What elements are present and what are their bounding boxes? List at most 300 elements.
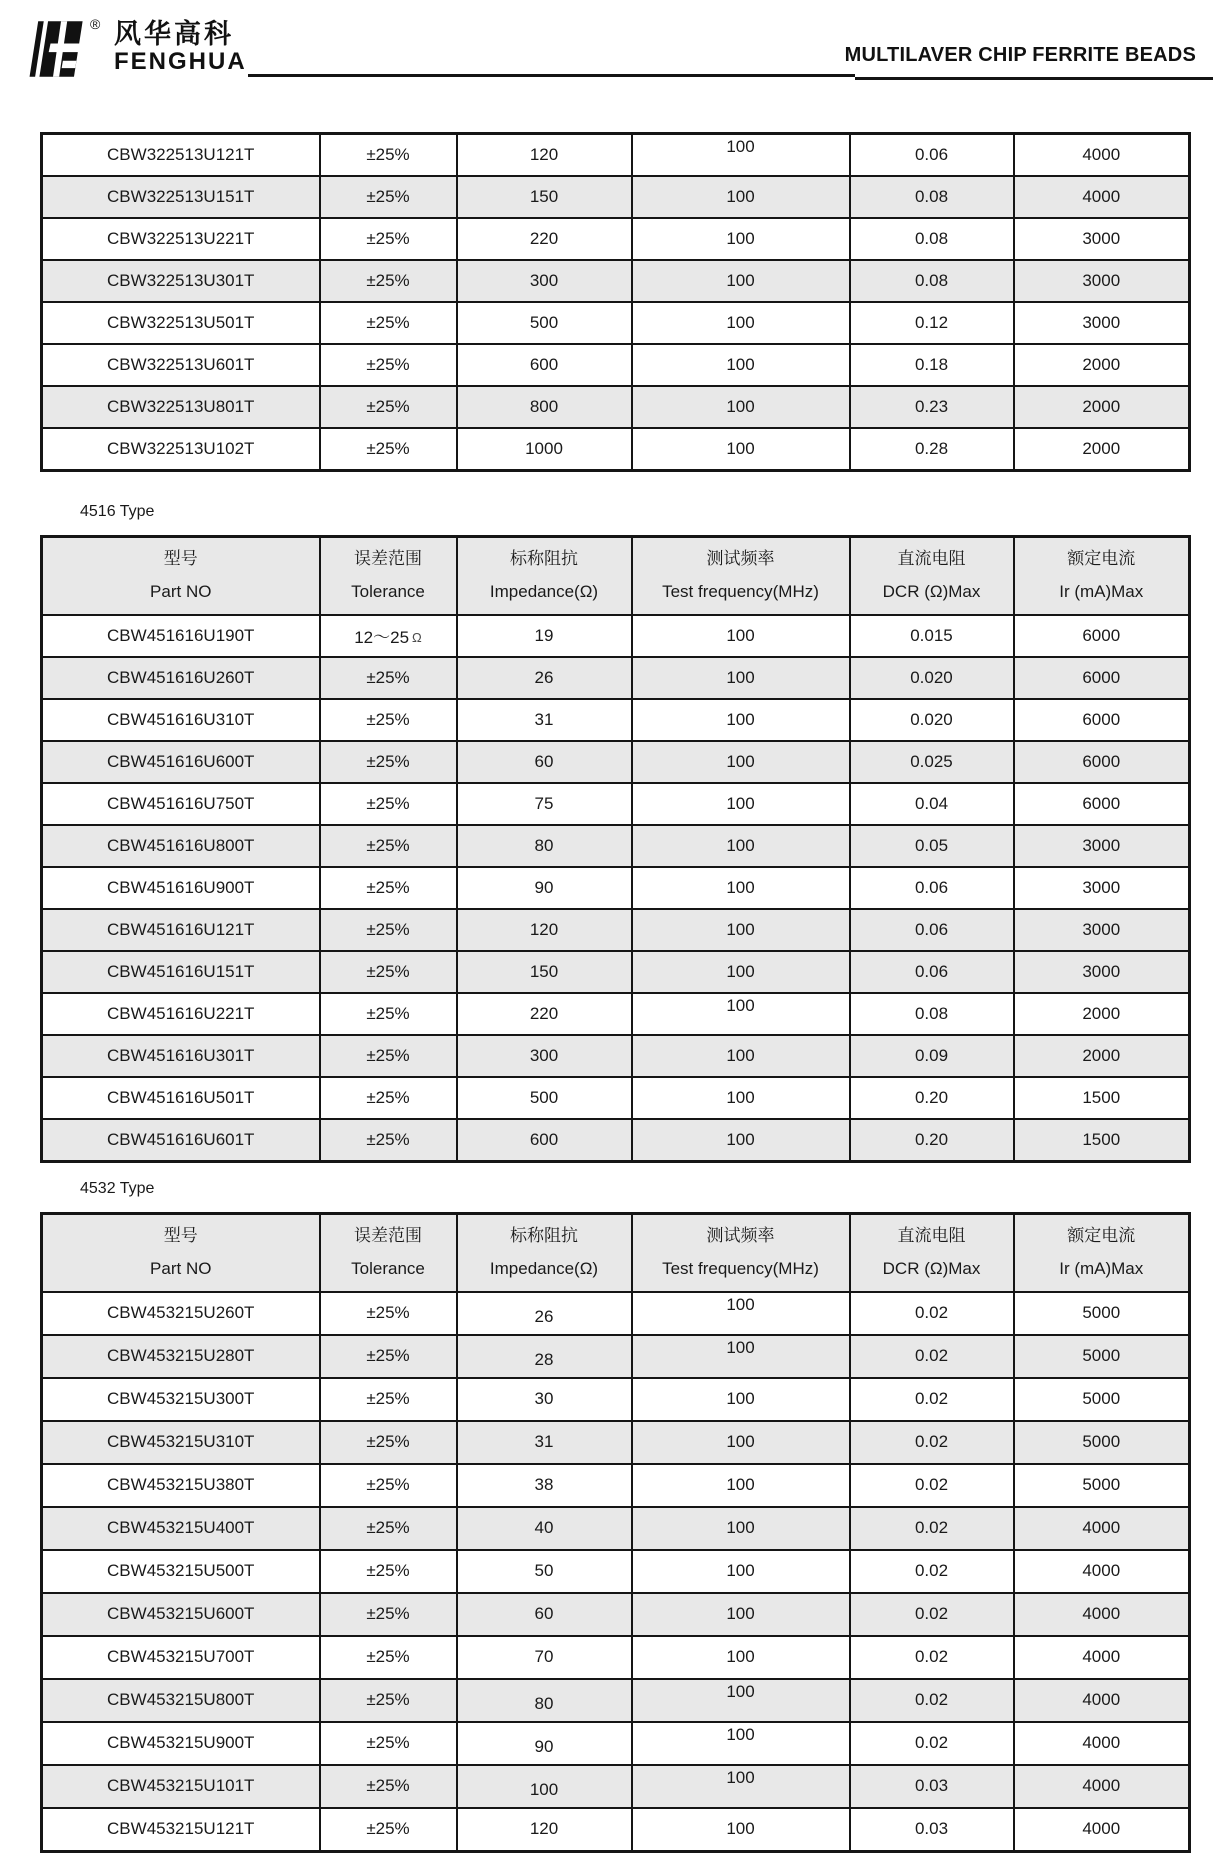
cell-rated-current xyxy=(1014,909,1190,951)
cell-dcr xyxy=(850,867,1014,909)
cell-value: CBW453215U310T xyxy=(107,1432,255,1452)
cell-value: ±25% xyxy=(366,439,410,458)
cell-part-no xyxy=(42,176,320,218)
cell-value: CBW453215U800T xyxy=(107,1690,255,1710)
table-row xyxy=(42,1119,1190,1162)
cell-value: ±25% xyxy=(366,1518,410,1538)
cell-value: ±25% xyxy=(366,1129,410,1149)
cell-dcr xyxy=(850,302,1014,344)
column-label-en: Impedance(Ω) xyxy=(489,1259,599,1279)
cell-value: 60 xyxy=(534,751,554,771)
cell-value: 0.08 xyxy=(914,271,949,290)
cell-tolerance xyxy=(320,1808,457,1852)
cell-impedance xyxy=(457,1593,632,1636)
cell-rated-current xyxy=(1014,657,1190,699)
cell-value: CBW451616U151T xyxy=(107,961,255,981)
table-row xyxy=(42,699,1190,741)
cell-rated-current xyxy=(1014,1765,1190,1808)
cell-value: 0.025 xyxy=(910,751,953,771)
cell-value: 2000 xyxy=(1082,439,1121,458)
cell-part-no xyxy=(42,615,320,657)
cell-value: 3000 xyxy=(1082,961,1121,981)
cell-rated-current xyxy=(1014,783,1190,825)
cell-rated-current xyxy=(1014,1335,1190,1378)
column-header-tolerance xyxy=(320,537,457,615)
cell-value: CBW322513U151T xyxy=(107,187,255,206)
cell-part-no xyxy=(42,825,320,867)
cell-test-frequency xyxy=(632,1464,850,1507)
column-header-part-no xyxy=(42,1214,320,1292)
cell-rated-current xyxy=(1014,993,1190,1035)
table-row xyxy=(42,1765,1190,1808)
cell-value: 70 xyxy=(534,1647,554,1667)
cell-value: 0.020 xyxy=(910,709,953,729)
cell-tolerance xyxy=(320,218,457,260)
cell-value: ±25% xyxy=(366,1733,410,1753)
cell-test-frequency xyxy=(632,783,850,825)
cell-rated-current xyxy=(1014,344,1190,386)
cell-value: 600 xyxy=(529,1129,559,1149)
header-divider-right xyxy=(855,77,1213,80)
table-row xyxy=(42,657,1190,699)
cell-value: 100 xyxy=(726,1045,755,1065)
cell-tolerance xyxy=(320,134,457,177)
cell-impedance xyxy=(457,134,632,177)
cell-value: 4000 xyxy=(1082,187,1121,206)
cell-test-frequency xyxy=(632,825,850,867)
cell-dcr xyxy=(850,1722,1014,1765)
cell-dcr xyxy=(850,1292,1014,1335)
cell-impedance xyxy=(457,344,632,386)
cell-tolerance xyxy=(320,1421,457,1464)
cell-value: 1000 xyxy=(525,439,563,458)
cell-dcr xyxy=(850,1464,1014,1507)
cell-impedance xyxy=(457,1077,632,1119)
cell-value: 100 xyxy=(726,793,755,813)
cell-value: 100 xyxy=(726,1087,755,1107)
cell-test-frequency xyxy=(632,1119,850,1162)
cell-dcr xyxy=(850,825,1014,867)
cell-value: 50 xyxy=(534,1561,554,1581)
cell-value: 12～25 xyxy=(354,628,410,648)
column-label-zh: 直流电阻 xyxy=(897,1226,966,1245)
cell-value: 26 xyxy=(534,1307,554,1327)
cell-value: 100 xyxy=(726,1604,755,1624)
cell-tolerance xyxy=(320,699,457,741)
cell-tolerance xyxy=(320,260,457,302)
cell-value: CBW453215U260T xyxy=(107,1303,255,1323)
cell-part-no xyxy=(42,867,320,909)
cell-dcr xyxy=(850,1335,1014,1378)
page-header xyxy=(0,0,1220,92)
cell-test-frequency xyxy=(632,951,850,993)
cell-tolerance xyxy=(320,1507,457,1550)
header-row xyxy=(42,1214,1190,1292)
cell-part-no xyxy=(42,1507,320,1550)
cell-dcr xyxy=(850,699,1014,741)
cell-value: 100 xyxy=(726,1295,755,1315)
column-header-rated-current xyxy=(1014,1214,1190,1292)
cell-test-frequency xyxy=(632,344,850,386)
cell-value: 0.20 xyxy=(914,1129,949,1149)
table-row xyxy=(42,1808,1190,1852)
cell-value: 100 xyxy=(726,667,755,687)
cell-value: 40 xyxy=(534,1518,554,1538)
cell-tolerance xyxy=(320,428,457,471)
cell-rated-current xyxy=(1014,1292,1190,1335)
column-label-zh: 误差范围 xyxy=(354,1226,422,1245)
cell-tolerance xyxy=(320,1593,457,1636)
column-label-zh: 型号 xyxy=(163,1226,198,1245)
cell-rated-current xyxy=(1014,428,1190,471)
cell-value: 800 xyxy=(529,397,559,416)
cell-test-frequency xyxy=(632,993,850,1035)
section-heading-4532-type: 4532 Type xyxy=(80,1180,155,1197)
table-row xyxy=(42,134,1190,177)
cell-rated-current xyxy=(1014,1593,1190,1636)
cell-value: CBW322513U221T xyxy=(107,229,255,248)
cell-part-no xyxy=(42,260,320,302)
cell-value: 500 xyxy=(529,313,559,332)
column-label-en: Ir (mA)Max xyxy=(1059,1259,1144,1279)
cell-part-no xyxy=(42,1035,320,1077)
cell-impedance xyxy=(457,1335,632,1378)
cell-value: 6000 xyxy=(1082,709,1121,729)
column-label-zh: 直流电阻 xyxy=(897,549,966,568)
cell-part-no xyxy=(42,1335,320,1378)
cell-value: 28 xyxy=(534,1350,554,1370)
cell-part-no xyxy=(42,741,320,783)
cell-value: 4000 xyxy=(1082,1518,1121,1538)
cell-value: 150 xyxy=(529,187,559,206)
table-row xyxy=(42,1507,1190,1550)
table-row xyxy=(42,176,1190,218)
cell-part-no xyxy=(42,1077,320,1119)
cell-impedance xyxy=(457,1378,632,1421)
cell-value: CBW322513U121T xyxy=(107,145,255,164)
cell-tolerance xyxy=(320,1335,457,1378)
page-title: MULTILAVER CHIP FERRITE BEADS xyxy=(844,44,1196,66)
cell-value: 80 xyxy=(534,835,554,855)
cell-part-no xyxy=(42,951,320,993)
cell-value: 100 xyxy=(726,439,755,458)
cell-value: CBW451616U190T xyxy=(107,625,255,645)
column-label-zh: 测试频率 xyxy=(706,1226,775,1245)
cell-impedance xyxy=(457,951,632,993)
cell-value: ±25% xyxy=(366,1003,410,1023)
cell-value: CBW453215U500T xyxy=(107,1561,255,1581)
cell-value: 500 xyxy=(529,1087,559,1107)
cell-value: 4000 xyxy=(1082,1776,1121,1796)
cell-value: 75 xyxy=(534,793,554,813)
cell-value: 100 xyxy=(726,187,755,206)
cell-test-frequency xyxy=(632,428,850,471)
cell-tolerance xyxy=(320,1035,457,1077)
cell-value: 300 xyxy=(529,1045,559,1065)
cell-test-frequency xyxy=(632,1421,850,1464)
header-row xyxy=(42,537,1190,615)
cell-value: CBW451616U310T xyxy=(107,709,255,729)
cell-value: 4000 xyxy=(1082,1819,1121,1839)
cell-value: 100 xyxy=(726,1432,755,1452)
cell-value: 0.05 xyxy=(914,835,949,855)
cell-dcr xyxy=(850,1550,1014,1593)
cell-value: 100 xyxy=(726,1819,755,1839)
cell-rated-current xyxy=(1014,741,1190,783)
cell-test-frequency xyxy=(632,1077,850,1119)
cell-dcr xyxy=(850,1077,1014,1119)
cell-rated-current xyxy=(1014,302,1190,344)
cell-part-no xyxy=(42,1722,320,1765)
cell-value: 3000 xyxy=(1082,919,1121,939)
cell-value: ±25% xyxy=(366,355,410,374)
cell-test-frequency xyxy=(632,1722,850,1765)
cell-value: 120 xyxy=(529,1819,559,1839)
cell-test-frequency xyxy=(632,615,850,657)
cell-tolerance xyxy=(320,1636,457,1679)
cell-part-no xyxy=(42,386,320,428)
cell-value: 0.08 xyxy=(914,1003,949,1023)
cell-test-frequency xyxy=(632,1335,850,1378)
cell-value: 100 xyxy=(726,1475,755,1495)
cell-impedance xyxy=(457,1292,632,1335)
cell-test-frequency xyxy=(632,1679,850,1722)
cell-tolerance xyxy=(320,344,457,386)
cell-tolerance xyxy=(320,1550,457,1593)
cell-tolerance xyxy=(320,1292,457,1335)
column-label-zh: 标称阻抗 xyxy=(510,1226,578,1245)
cell-value: ±25% xyxy=(366,1647,410,1667)
cell-value: ±25% xyxy=(366,1303,410,1323)
cell-value: 31 xyxy=(534,709,554,729)
table-row xyxy=(42,428,1190,471)
cell-value: 100 xyxy=(726,1561,755,1581)
cell-rated-current xyxy=(1014,1507,1190,1550)
cell-value: ±25% xyxy=(366,1475,410,1495)
cell-tolerance xyxy=(320,1077,457,1119)
cell-dcr xyxy=(850,783,1014,825)
cell-value: 3000 xyxy=(1082,229,1121,248)
table-row xyxy=(42,615,1190,657)
cell-value: 100 xyxy=(726,1338,755,1358)
cell-tolerance xyxy=(320,1464,457,1507)
cell-value: 0.02 xyxy=(914,1647,949,1667)
cell-part-no xyxy=(42,1765,320,1808)
cell-value: CBW453215U400T xyxy=(107,1518,255,1538)
column-label-zh: 额定电流 xyxy=(1067,549,1136,568)
cell-value: 150 xyxy=(529,961,559,981)
table-row xyxy=(42,386,1190,428)
cell-rated-current xyxy=(1014,1077,1190,1119)
cell-value: 600 xyxy=(529,355,559,374)
cell-value: 1500 xyxy=(1082,1129,1121,1149)
column-header-dcr xyxy=(850,1214,1014,1292)
cell-part-no xyxy=(42,1593,320,1636)
cell-test-frequency xyxy=(632,1636,850,1679)
cell-value: 4000 xyxy=(1082,1561,1121,1581)
cell-impedance xyxy=(457,1808,632,1852)
fenghua-logo-icon xyxy=(22,20,84,78)
column-label-zh: 额定电流 xyxy=(1067,1226,1136,1245)
cell-tolerance xyxy=(320,615,457,657)
cell-value: ±25% xyxy=(366,1776,410,1796)
cell-rated-current xyxy=(1014,1421,1190,1464)
cell-dcr xyxy=(850,1507,1014,1550)
cell-value: CBW451616U121T xyxy=(107,919,255,939)
cell-value: ±25% xyxy=(366,145,410,164)
cell-tolerance xyxy=(320,657,457,699)
cell-test-frequency xyxy=(632,386,850,428)
cell-rated-current xyxy=(1014,176,1190,218)
cell-value: CBW322513U801T xyxy=(107,397,255,416)
cell-dcr xyxy=(850,260,1014,302)
cell-rated-current xyxy=(1014,1636,1190,1679)
cell-value: CBW453215U700T xyxy=(107,1647,255,1667)
cell-value: 4000 xyxy=(1082,1647,1121,1667)
cell-value: CBW322513U601T xyxy=(107,355,255,374)
cell-rated-current xyxy=(1014,1035,1190,1077)
cell-value: CBW451616U221T xyxy=(107,1003,255,1023)
column-label-en: Tolerance xyxy=(351,582,425,602)
cell-value: 60 xyxy=(534,1604,554,1624)
cell-value: 5000 xyxy=(1082,1389,1121,1409)
cell-value: 0.02 xyxy=(914,1389,949,1409)
cell-rated-current xyxy=(1014,615,1190,657)
cell-value: 0.02 xyxy=(914,1518,949,1538)
cell-value: ±25% xyxy=(366,1346,410,1366)
cell-value: CBW451616U601T xyxy=(107,1129,255,1149)
cell-test-frequency xyxy=(632,1593,850,1636)
cell-value: 100 xyxy=(726,137,755,156)
cell-impedance xyxy=(457,867,632,909)
cell-tolerance xyxy=(320,1119,457,1162)
cell-rated-current xyxy=(1014,867,1190,909)
cell-value: ±25% xyxy=(366,229,410,248)
cell-test-frequency xyxy=(632,1550,850,1593)
column-label-zh: 误差范围 xyxy=(354,549,422,568)
table-row xyxy=(42,825,1190,867)
cell-test-frequency xyxy=(632,909,850,951)
cell-value: ±25% xyxy=(366,709,410,729)
cell-test-frequency xyxy=(632,302,850,344)
cell-value: 100 xyxy=(726,1129,755,1149)
cell-value: ±25% xyxy=(366,313,410,332)
column-header-dcr xyxy=(850,537,1014,615)
cell-value: 0.06 xyxy=(914,877,949,897)
cell-dcr xyxy=(850,344,1014,386)
cell-value: 0.04 xyxy=(914,793,949,813)
cell-value: 5000 xyxy=(1082,1432,1121,1452)
cell-value: CBW453215U300T xyxy=(107,1389,255,1409)
column-header-test-frequency xyxy=(632,1214,850,1292)
cell-value: ±25% xyxy=(366,877,410,897)
cell-dcr xyxy=(850,1378,1014,1421)
cell-dcr xyxy=(850,657,1014,699)
cell-value: 100 xyxy=(726,313,755,332)
cell-impedance xyxy=(457,615,632,657)
cell-impedance xyxy=(457,218,632,260)
cell-value: 4000 xyxy=(1082,145,1121,164)
cell-impedance xyxy=(457,825,632,867)
cell-value: 5000 xyxy=(1082,1303,1121,1323)
cell-part-no xyxy=(42,1679,320,1722)
cell-impedance xyxy=(457,302,632,344)
cell-value: ±25% xyxy=(366,1432,410,1452)
table-cbw451616 xyxy=(40,535,1191,1163)
cell-dcr xyxy=(850,1679,1014,1722)
cell-value: 100 xyxy=(726,835,755,855)
cell-value: 100 xyxy=(726,1768,755,1788)
cell-value: ±25% xyxy=(366,1389,410,1409)
cell-value: 120 xyxy=(529,919,559,939)
cell-part-no xyxy=(42,134,320,177)
cell-value: 6000 xyxy=(1082,793,1121,813)
cell-rated-current xyxy=(1014,825,1190,867)
cell-test-frequency xyxy=(632,260,850,302)
cell-value: 5000 xyxy=(1082,1475,1121,1495)
cell-impedance xyxy=(457,657,632,699)
column-label-zh: 标称阻抗 xyxy=(510,549,578,568)
cell-value: 0.08 xyxy=(914,229,949,248)
cell-value: 120 xyxy=(529,145,559,164)
cell-value: 0.02 xyxy=(914,1690,949,1710)
cell-impedance xyxy=(457,1765,632,1808)
table-row xyxy=(42,1292,1190,1335)
cell-value: CBW453215U900T xyxy=(107,1733,255,1753)
cell-value: 0.06 xyxy=(914,145,949,164)
cell-tolerance xyxy=(320,1378,457,1421)
table-row xyxy=(42,1378,1190,1421)
cell-value: CBW322513U301T xyxy=(107,271,255,290)
cell-value: 2000 xyxy=(1082,1045,1121,1065)
cell-part-no xyxy=(42,657,320,699)
cell-dcr xyxy=(850,176,1014,218)
cell-impedance xyxy=(457,1119,632,1162)
cell-value: CBW451616U501T xyxy=(107,1087,255,1107)
cell-impedance xyxy=(457,1507,632,1550)
cell-value: CBW453215U600T xyxy=(107,1604,255,1624)
cell-value: 300 xyxy=(529,271,559,290)
table-row xyxy=(42,1464,1190,1507)
cell-test-frequency xyxy=(632,867,850,909)
cell-rated-current xyxy=(1014,260,1190,302)
cell-tolerance xyxy=(320,1765,457,1808)
cell-rated-current xyxy=(1014,1464,1190,1507)
cell-test-frequency xyxy=(632,134,850,177)
cell-part-no xyxy=(42,783,320,825)
table-row xyxy=(42,218,1190,260)
cell-dcr xyxy=(850,1035,1014,1077)
cell-value: 80 xyxy=(534,1694,554,1714)
cell-tolerance xyxy=(320,1679,457,1722)
cell-value: 38 xyxy=(534,1475,554,1495)
cell-value: 6000 xyxy=(1082,625,1121,645)
cell-part-no xyxy=(42,909,320,951)
cell-value: CBW453215U280T xyxy=(107,1346,255,1366)
column-label-en: DCR (Ω)Max xyxy=(882,1259,981,1279)
cell-value: CBW453215U101T xyxy=(107,1776,255,1796)
cell-impedance xyxy=(457,1679,632,1722)
table-row xyxy=(42,1593,1190,1636)
header-divider-left xyxy=(248,74,855,77)
cell-value: 0.03 xyxy=(914,1776,949,1796)
cell-value: 100 xyxy=(726,1518,755,1538)
cell-value: 5000 xyxy=(1082,1346,1121,1366)
cell-value: 0.12 xyxy=(914,313,949,332)
cell-value: 0.015 xyxy=(910,625,953,645)
table-row xyxy=(42,1722,1190,1765)
cell-tolerance xyxy=(320,302,457,344)
